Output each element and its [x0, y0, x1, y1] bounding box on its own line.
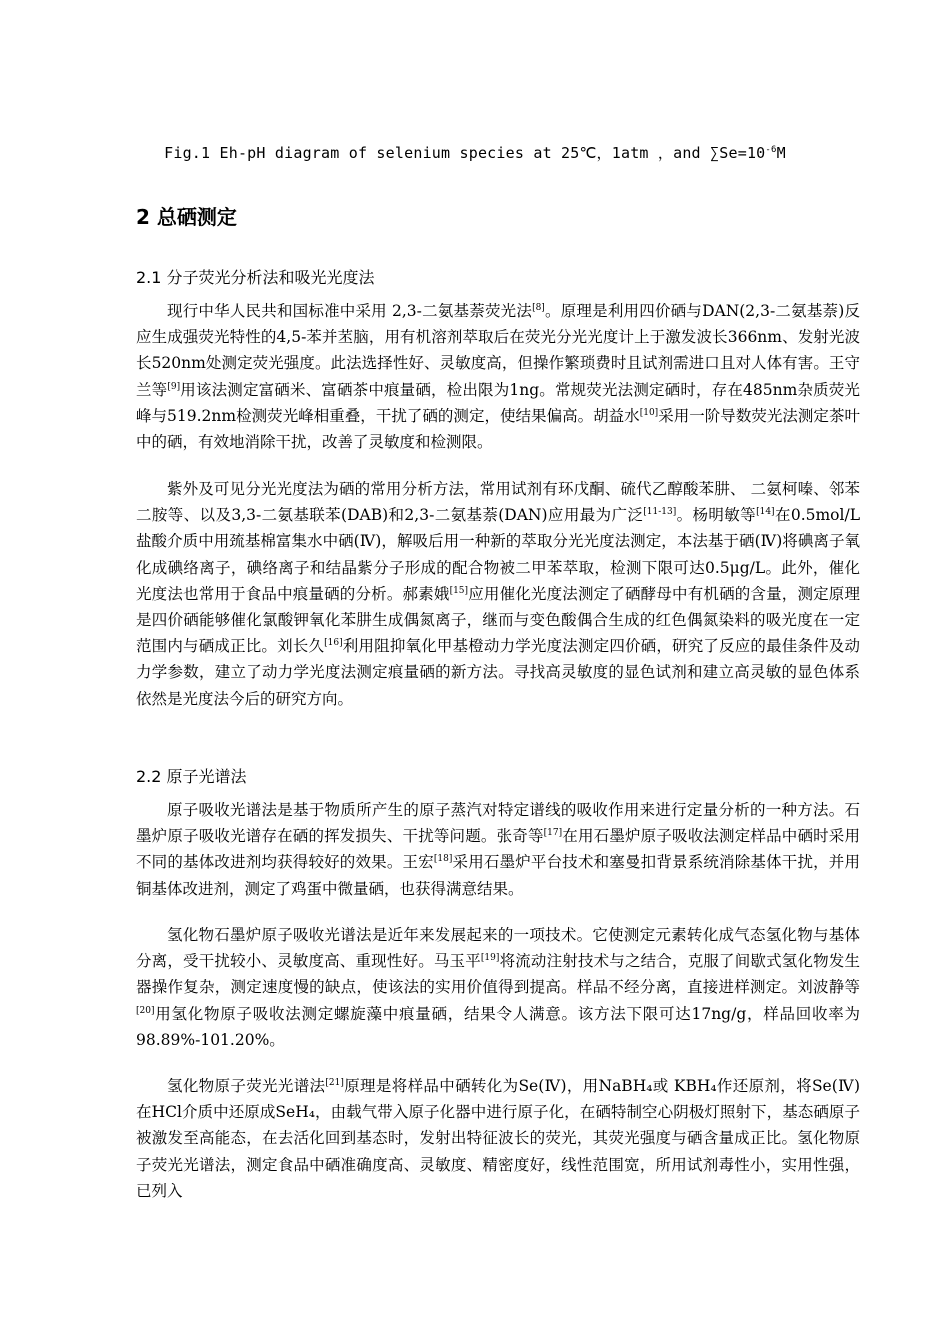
caption-text: Fig.1 Eh-pH diagram of selenium species at 25℃，1atm ，and ∑Se=10	[164, 144, 766, 162]
paragraph-text: 原理是将样品中硒转化为Se(Ⅳ)，用NaBH₄或 KBH₄作还原剂，将Se(Ⅳ)在HCl介质中还原成SeH₄，由载气带入原子化器中进行原子化，在硒特制空心阴极灯照射下，基态硒原子被激发至高能态，在去活化回到基态时，发射出特征波长的荧光，其荧光强度与硒含量成正比。氢化物原子荧光光谱法，测定食品中硒准确度高、灵敏度、精密度好，线性范围宽，所用试剂毒性小，实用性强，已列入	[136, 1077, 860, 1200]
citation-ref: [10]	[639, 407, 659, 418]
section-heading: 2 总硒测定	[136, 205, 237, 229]
citation-ref: [21]	[325, 1077, 344, 1088]
paragraph	[136, 1073, 860, 1204]
paragraph-text: 现行中华人民共和国标准中采用 2,3-二氨基萘荧光法	[167, 302, 533, 320]
paragraph-text: 氢化物石墨炉原子吸收光谱法是近年来发展起来的一项技术。它使测定元素转化成气态氢化物与基体分离，受干扰较小、灵敏度高、重现性好。马玉平	[136, 926, 860, 971]
paragraph	[136, 298, 860, 455]
paragraph	[136, 922, 860, 1053]
paragraph-text: 在用石墨炉原子吸收法测定样品中硒时采用不同的基体改进剂均获得较好的效果。王宏	[136, 827, 860, 872]
paragraph-text: 利用阻抑氧化甲基橙动力学光度法测定四价硒，研究了反应的最佳条件及动力学参数，建立了动力学光度法测定痕量硒的新方法。寻找高灵敏度的显色试剂和建立高灵敏的显色体系依然是光度法今后的研究方向。	[136, 637, 860, 708]
figure-caption	[0, 142, 950, 163]
paragraph-text: 应用催化光度法测定了硒酵母中有机硒的含量，测定原理是四价硒能够催化氯酸钾氧化苯肼生成偶氮离子，继而与变色酸偶合生成的红色偶氮染料的吸光度在一定范围内与硒成正比。刘长久	[136, 584, 860, 656]
citation-ref: [20]	[136, 1005, 155, 1016]
paragraph-text: 用氢化物原子吸收法测定螺旋藻中痕量硒，结果令人满意。该方法下限可达17ng/g，样品回收率为98.89%-101.20%。	[136, 1004, 860, 1049]
paragraph-text: 采用石墨炉平台技术和塞曼扣背景系统消除基体干扰，并用铜基体改进剂，测定了鸡蛋中微量硒，也获得满意结果。	[136, 853, 860, 898]
citation-ref: [16]	[324, 638, 343, 649]
paragraph-text: 将流动注射技术与之结合，克服了间歇式氢化物发生器操作复杂，测定速度慢的缺点，使该法的实用价值得到提高。样品不经分离，直接进样测定。刘波静等	[136, 952, 860, 997]
paragraph-text: 。杨明敏等	[676, 506, 757, 525]
paragraph-text: 用该法测定富硒米、富硒茶中痕量硒，检出限为1ng。常规荧光法测定硒时，存在485nm杂质荧光峰与519.2nm检测荧光峰相重叠，干扰了硒的测定，使结果偏高。胡益水	[136, 380, 860, 425]
citation-ref: [17]	[543, 828, 563, 839]
caption-exponent: -6	[765, 145, 777, 155]
paragraph-text: 氢化物原子荧光光谱法	[167, 1077, 326, 1095]
citation-ref: [19]	[480, 953, 500, 964]
citation-ref: [9]	[167, 381, 181, 392]
paragraph-text: 。原理是利用四价硒与DAN(2,3-二氨基萘)反应生成强荧光特性的4,5-苯并苤脑，用有机溶剂萃取后在荧光分光光度计上于激发波长366nm、发射光波长520nm处测定荧光强度。此法选择性好、灵敏度高，但操作繁琐费时且试剂需进口且对人体有害。王守兰等	[136, 302, 860, 399]
subsection-heading-2-1: 2.1 分子荧光分析法和吸光光度法	[136, 268, 375, 287]
paragraph-text: 紫外及可见分光光度法为硒的常用分析方法，常用试剂有环戊酮、硫代乙醇酸苯肼、 二氨柯嗪、邻苯二胺等、以及3,3-二氨基联苯(DAB)和2,3-二氨基萘(DAN)应用最为广泛	[136, 480, 860, 525]
citation-ref: [11-13]	[643, 507, 677, 518]
caption-unit: M	[776, 144, 786, 162]
subsection-heading-2-2: 2.2 原子光谱法	[136, 767, 247, 786]
citation-ref: [14]	[756, 507, 775, 518]
citation-ref: [8]	[532, 302, 545, 313]
paragraph-text: 在0.5mol/L盐酸介质中用巯基棉富集水中硒(Ⅳ)，解吸后用一种新的萃取分光光度法测定，本法基于硒(Ⅳ)将碘离子氧化成碘络离子，碘络离子和结晶紫分子形成的配合物被二甲苯萃取，检测下限可达0.5μg/L。此外，催化光度法也常用于食品中痕量硒的分析。郝素娥	[136, 506, 860, 603]
citation-ref: [15]	[449, 585, 469, 596]
citation-ref: [18]	[433, 854, 453, 865]
paragraph-text: 采用一阶导数荧光法测定茶叶中的硒，有效地消除干扰，改善了灵敏度和检测限。	[136, 406, 860, 452]
paragraph	[136, 476, 860, 712]
paragraph	[136, 797, 860, 902]
paragraph-text: 原子吸收光谱法是基于物质所产生的原子蒸汽对特定谱线的吸收作用来进行定量分析的一种方法。石墨炉原子吸收光谱存在硒的挥发损失、干扰等问题。张奇等	[136, 801, 860, 846]
